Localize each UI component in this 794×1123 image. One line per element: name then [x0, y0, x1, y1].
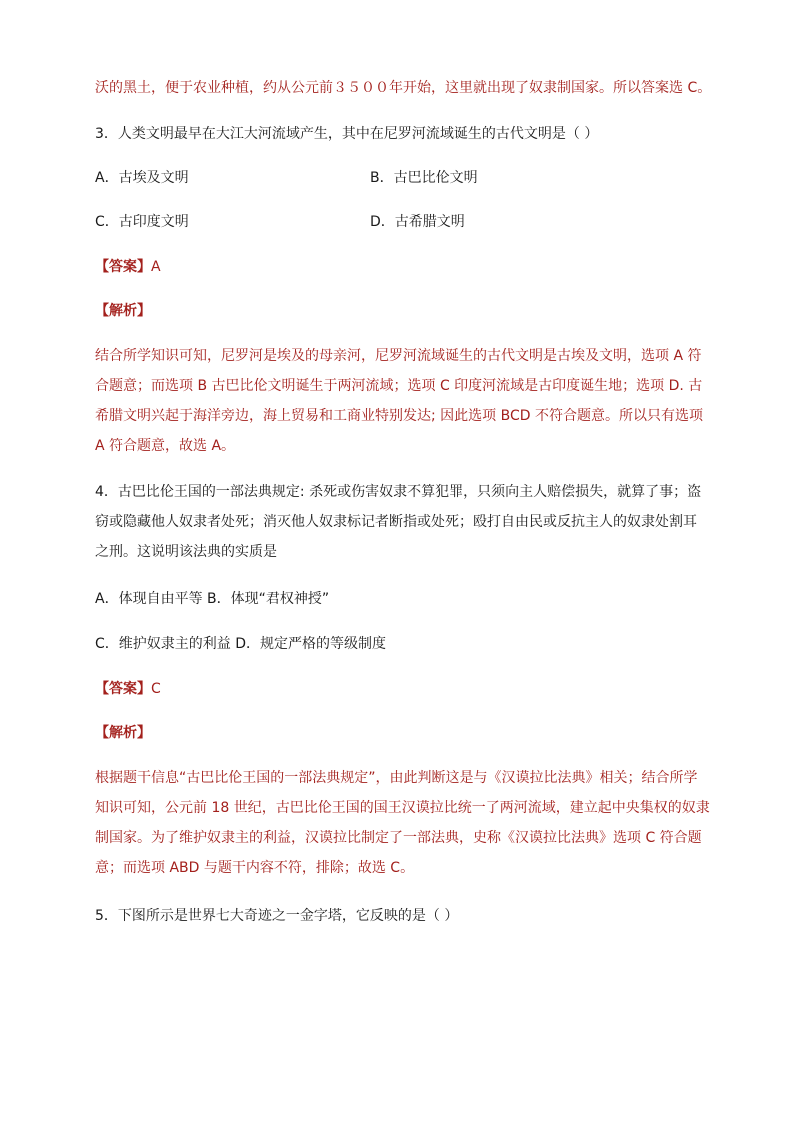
- q3-answer: [95, 257, 161, 277]
- q4-answer-value: C: [151, 681, 161, 697]
- q4-stem-line: 4．古巴比伦王国的一部法典规定: 杀死或伤害奴隶不算犯罪，只须向主人赔偿损失，就算了事；盗: [95, 484, 702, 500]
- q3-analysis-line: A 符合题意，故选 A。: [95, 438, 236, 454]
- q4-options-line2: C．维护奴隶主的利益 D．规定严格的等级制度: [95, 636, 387, 652]
- q5-stem: 5．下图所示是世界七大奇迹之一金字塔，它反映的是（ ）: [95, 908, 459, 924]
- q3-option-d: D．古希腊文明: [370, 214, 465, 230]
- intro-line: 沃的黑土，便于农业种植，约从公元前３５００年开始，这里就出现了奴隶制国家。所以答案选 C。: [95, 80, 712, 96]
- q3-analysis-line: 希腊文明兴起于海洋旁边，海上贸易和工商业特别发达; 因此选项 BCD 不符合题意。所以只有选项: [95, 408, 703, 424]
- q3-option-c: C．古印度文明: [95, 214, 189, 230]
- q4-answer: [95, 679, 161, 699]
- q3-analysis-line: 结合所学知识可知，尼罗河是埃及的母亲河，尼罗河流域诞生的古代文明是古埃及文明，选项 A 符: [95, 348, 702, 364]
- q3-answer-label: 【答案】: [95, 259, 151, 275]
- q3-analysis-line: 合题意；而选项 B 古巴比伦文明诞生于两河流域；选项 C 印度河流域是古印度诞生地；选项 D. 古: [95, 378, 703, 394]
- q4-stem-line: 之刑。这说明该法典的实质是: [95, 544, 277, 560]
- q4-answer-label: 【答案】: [95, 681, 151, 697]
- q3-stem: 3．人类文明最早在大江大河流域产生，其中在尼罗河流域诞生的古代文明是（ ）: [95, 126, 599, 142]
- q3-answer-value: A: [151, 259, 161, 275]
- q4-analysis-line: 知识可知，公元前 18 世纪，古巴比伦王国的国王汉谟拉比统一了两河流域，建立起中央集权的奴隶: [95, 800, 710, 816]
- q3-option-b: B．古巴比伦文明: [370, 170, 478, 186]
- q4-options-line1: A．体现自由平等 B．体现“君权神授”: [95, 591, 330, 607]
- q3-analysis-label: 【解析】: [95, 303, 151, 319]
- q4-analysis-line: 根据题干信息“古巴比伦王国的一部法典规定”，由此判断这是与《汉谟拉比法典》相关；结合所学: [95, 770, 698, 786]
- q4-analysis-label: 【解析】: [95, 725, 151, 741]
- q4-analysis-line: 意；而选项 ABD 与题干内容不符，排除；故选 C。: [95, 860, 415, 876]
- q4-stem-line: 窃或隐藏他人奴隶者处死；消灭他人奴隶标记者断指或处死；殴打自由民或反抗主人的奴隶处割耳: [95, 514, 697, 530]
- q4-analysis-line: 制国家。为了维护奴隶主的利益，汉谟拉比制定了一部法典，史称《汉谟拉比法典》选项 C 符合题: [95, 830, 702, 846]
- q3-option-a: A．古埃及文明: [95, 170, 189, 186]
